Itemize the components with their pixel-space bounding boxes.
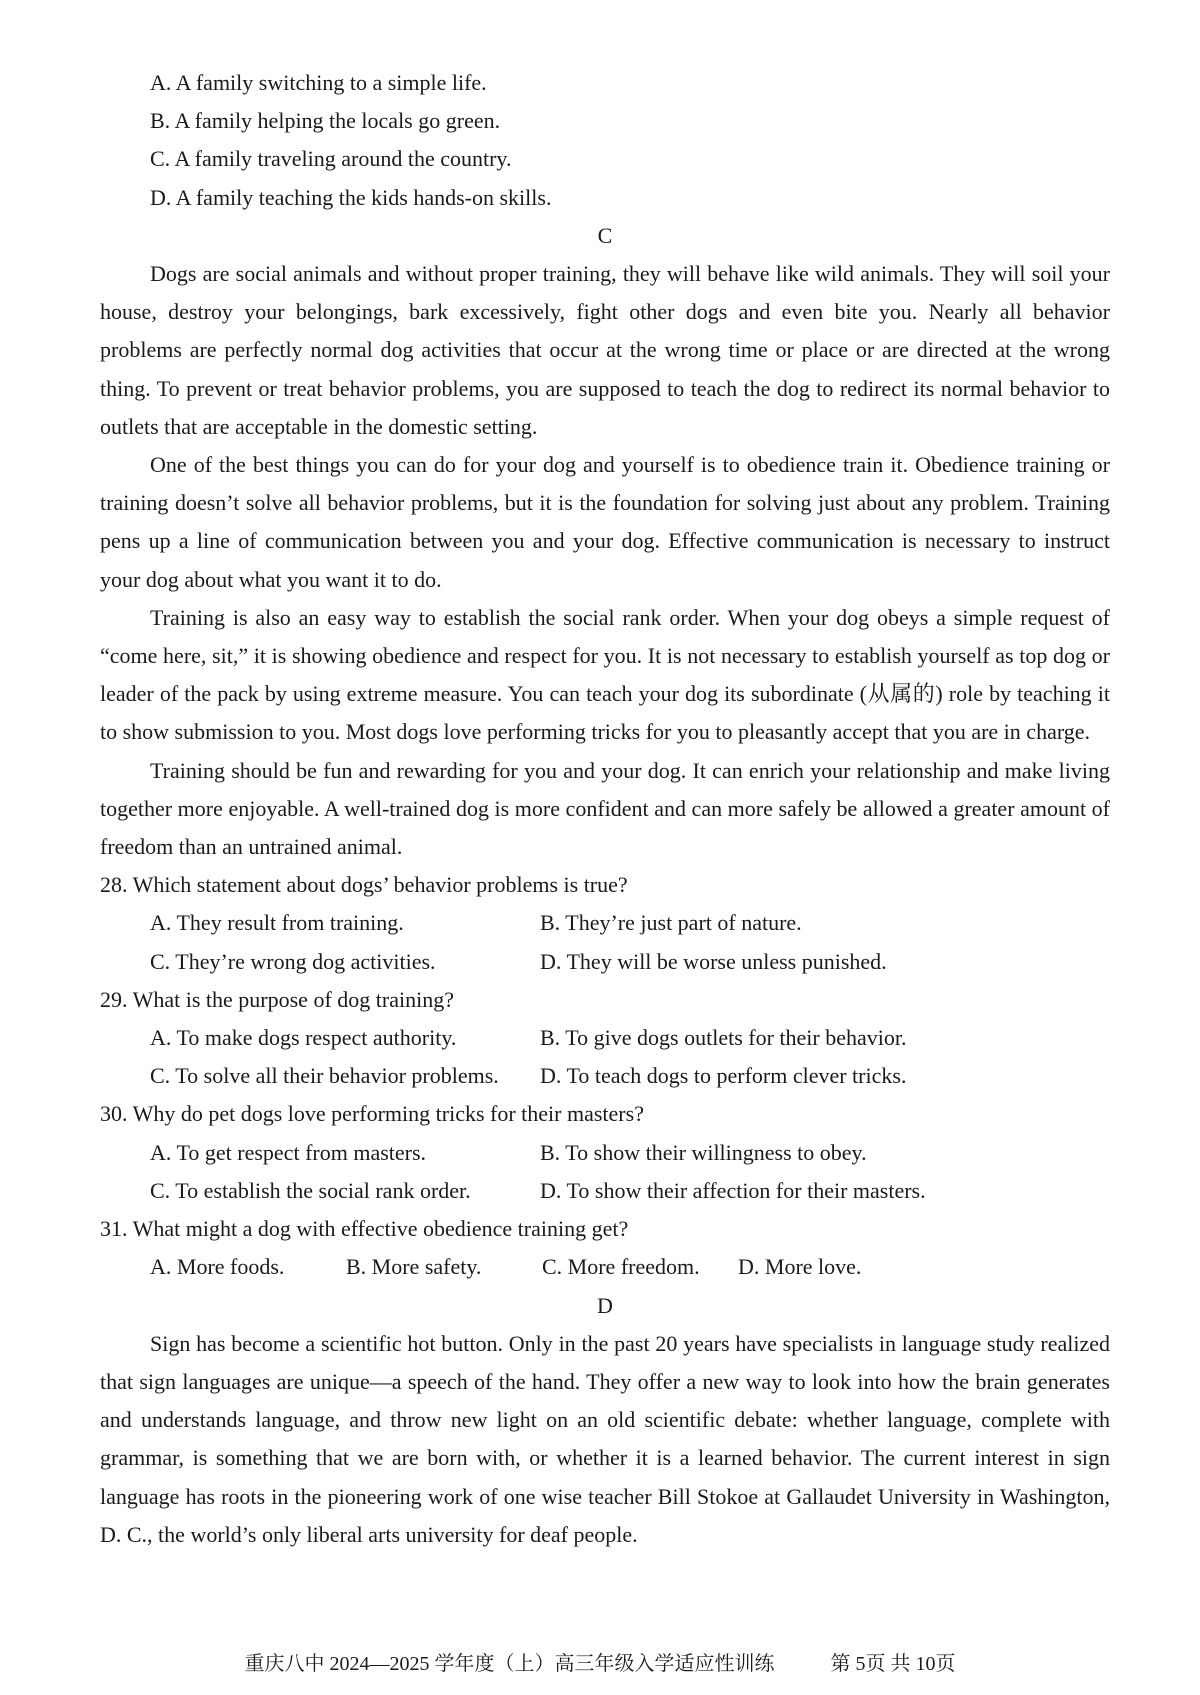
option-b: B. A family helping the locals go green. — [150, 108, 501, 134]
question-30-option-c: C. To establish the social rank order. — [150, 1177, 471, 1203]
question-30-options-row-2 — [100, 1172, 1110, 1210]
question-28-option-a: A. They result from training. — [150, 910, 404, 936]
question-29-stem: 29. What is the purpose of dog training? — [100, 986, 454, 1012]
question-30-option-a: A. To get respect from masters. — [150, 1139, 427, 1165]
question-31-option-c: C. More freedom. — [542, 1254, 700, 1280]
page-footer — [0, 1647, 1200, 1676]
question-28-options-row-1 — [100, 904, 1110, 942]
option-a: A. A family switching to a simple life. — [150, 70, 487, 95]
question-29-options-row-1 — [100, 1019, 1110, 1057]
option-c: C. A family traveling around the country. — [150, 146, 512, 172]
question-29-options-row-2 — [100, 1057, 1110, 1095]
question-29-option-d: D. To teach dogs to perform clever tricks. — [540, 1063, 907, 1089]
passage-c-paragraph-3: Training is also an easy way to establish the social rank order. When your dog obeys a simple request of “come here, sit,” it is showing obedience and respect for you. It is not necessary to establish yourself as top dog or leader of the pack by using extreme measure. You can teach your dog its subordinate (从属的) role by teaching it to show submission to you. Most dogs love performing tricks for you to pleasantly accept that you are in charge. — [100, 604, 1110, 745]
question-30-option-b: B. To show their willingness to obey. — [540, 1139, 867, 1165]
section-d-label: D — [597, 1292, 613, 1318]
question-29-option-b: B. To give dogs outlets for their behavior. — [540, 1025, 907, 1051]
question-30-options-row-1 — [100, 1134, 1110, 1172]
passage-c-paragraph-4: Training should be fun and rewarding for you and your dog. It can enrich your relationship and make living together more enjoyable. A well-trained dog is more confident and can more safely be allowed a greater amount of freedom than an untrained animal. — [100, 757, 1110, 860]
question-29-option-a: A. To make dogs respect authority. — [150, 1025, 457, 1051]
question-31-options — [100, 1248, 1110, 1286]
passage-c-paragraph-2: One of the best things you can do for your dog and yourself is to obedience train it. Obedience training or training doesn’t solve all behavior problems, but it is the foundation for solving just about any problem. Training pens up a line of communication between you and your dog. Effective communication is necessary to instruct your dog about what you want it to do. — [100, 452, 1110, 592]
question-28-stem: 28. Which statement about dogs’ behavior problems is true? — [100, 872, 628, 898]
section-c-label: C — [597, 222, 613, 248]
question-28-option-b: B. They’re just part of nature. — [540, 910, 802, 936]
question-28-options-row-2 — [100, 943, 1110, 981]
question-28-option-c: C. They’re wrong dog activities. — [150, 948, 436, 974]
passage-c-paragraph-1: Dogs are social animals and without proper training, they will behave like wild animals. They will soil your house, destroy your belongings, bark excessively, fight other dogs and even bite you. Nearly all behavior problems are perfectly normal dog activities that occur at the wrong time or place or are directed at the wrong thing. To prevent or treat behavior problems, you are supposed to teach the dog to redirect its normal behavior to outlets that are acceptable in the domestic setting. — [100, 261, 1110, 439]
question-31-option-a: A. More foods. — [150, 1254, 285, 1280]
footer-page-number: 第 5页 共 10页 — [830, 1653, 956, 1675]
question-31-option-b: B. More safety. — [346, 1254, 482, 1280]
option-d: D. A family teaching the kids hands-on skills. — [150, 184, 552, 210]
question-29-option-c: C. To solve all their behavior problems. — [150, 1063, 499, 1089]
question-28-option-d: D. They will be worse unless punished. — [540, 948, 887, 974]
question-30-option-d: D. To show their affection for their masters. — [540, 1177, 926, 1203]
question-31-option-d: D. More love. — [738, 1254, 862, 1280]
question-31-stem: 31. What might a dog with effective obedience training get? — [100, 1216, 629, 1242]
question-30-stem: 30. Why do pet dogs love performing tricks for their masters? — [100, 1101, 644, 1127]
passage-d-paragraph-1: Sign has become a scientific hot button. Only in the past 20 years have specialists in language study realized that sign languages are unique—a speech of the hand. They offer a new way to look into how the brain generates and understands language, and throw new light on an old scientific debate: whether language, complete with grammar, is something that we are born with, or whether it is a learned behavior. The current interest in sign language has roots in the pioneering work of one wise teacher Bill Stokoe at Gallaudet University in Washington, D. C., the world’s only liberal arts university for deaf people. — [100, 1330, 1110, 1547]
page-content — [100, 64, 1110, 1554]
footer-school-title: 重庆八中 2024—2025 学年度（上）高三年级入学适应性训练 — [244, 1653, 775, 1675]
